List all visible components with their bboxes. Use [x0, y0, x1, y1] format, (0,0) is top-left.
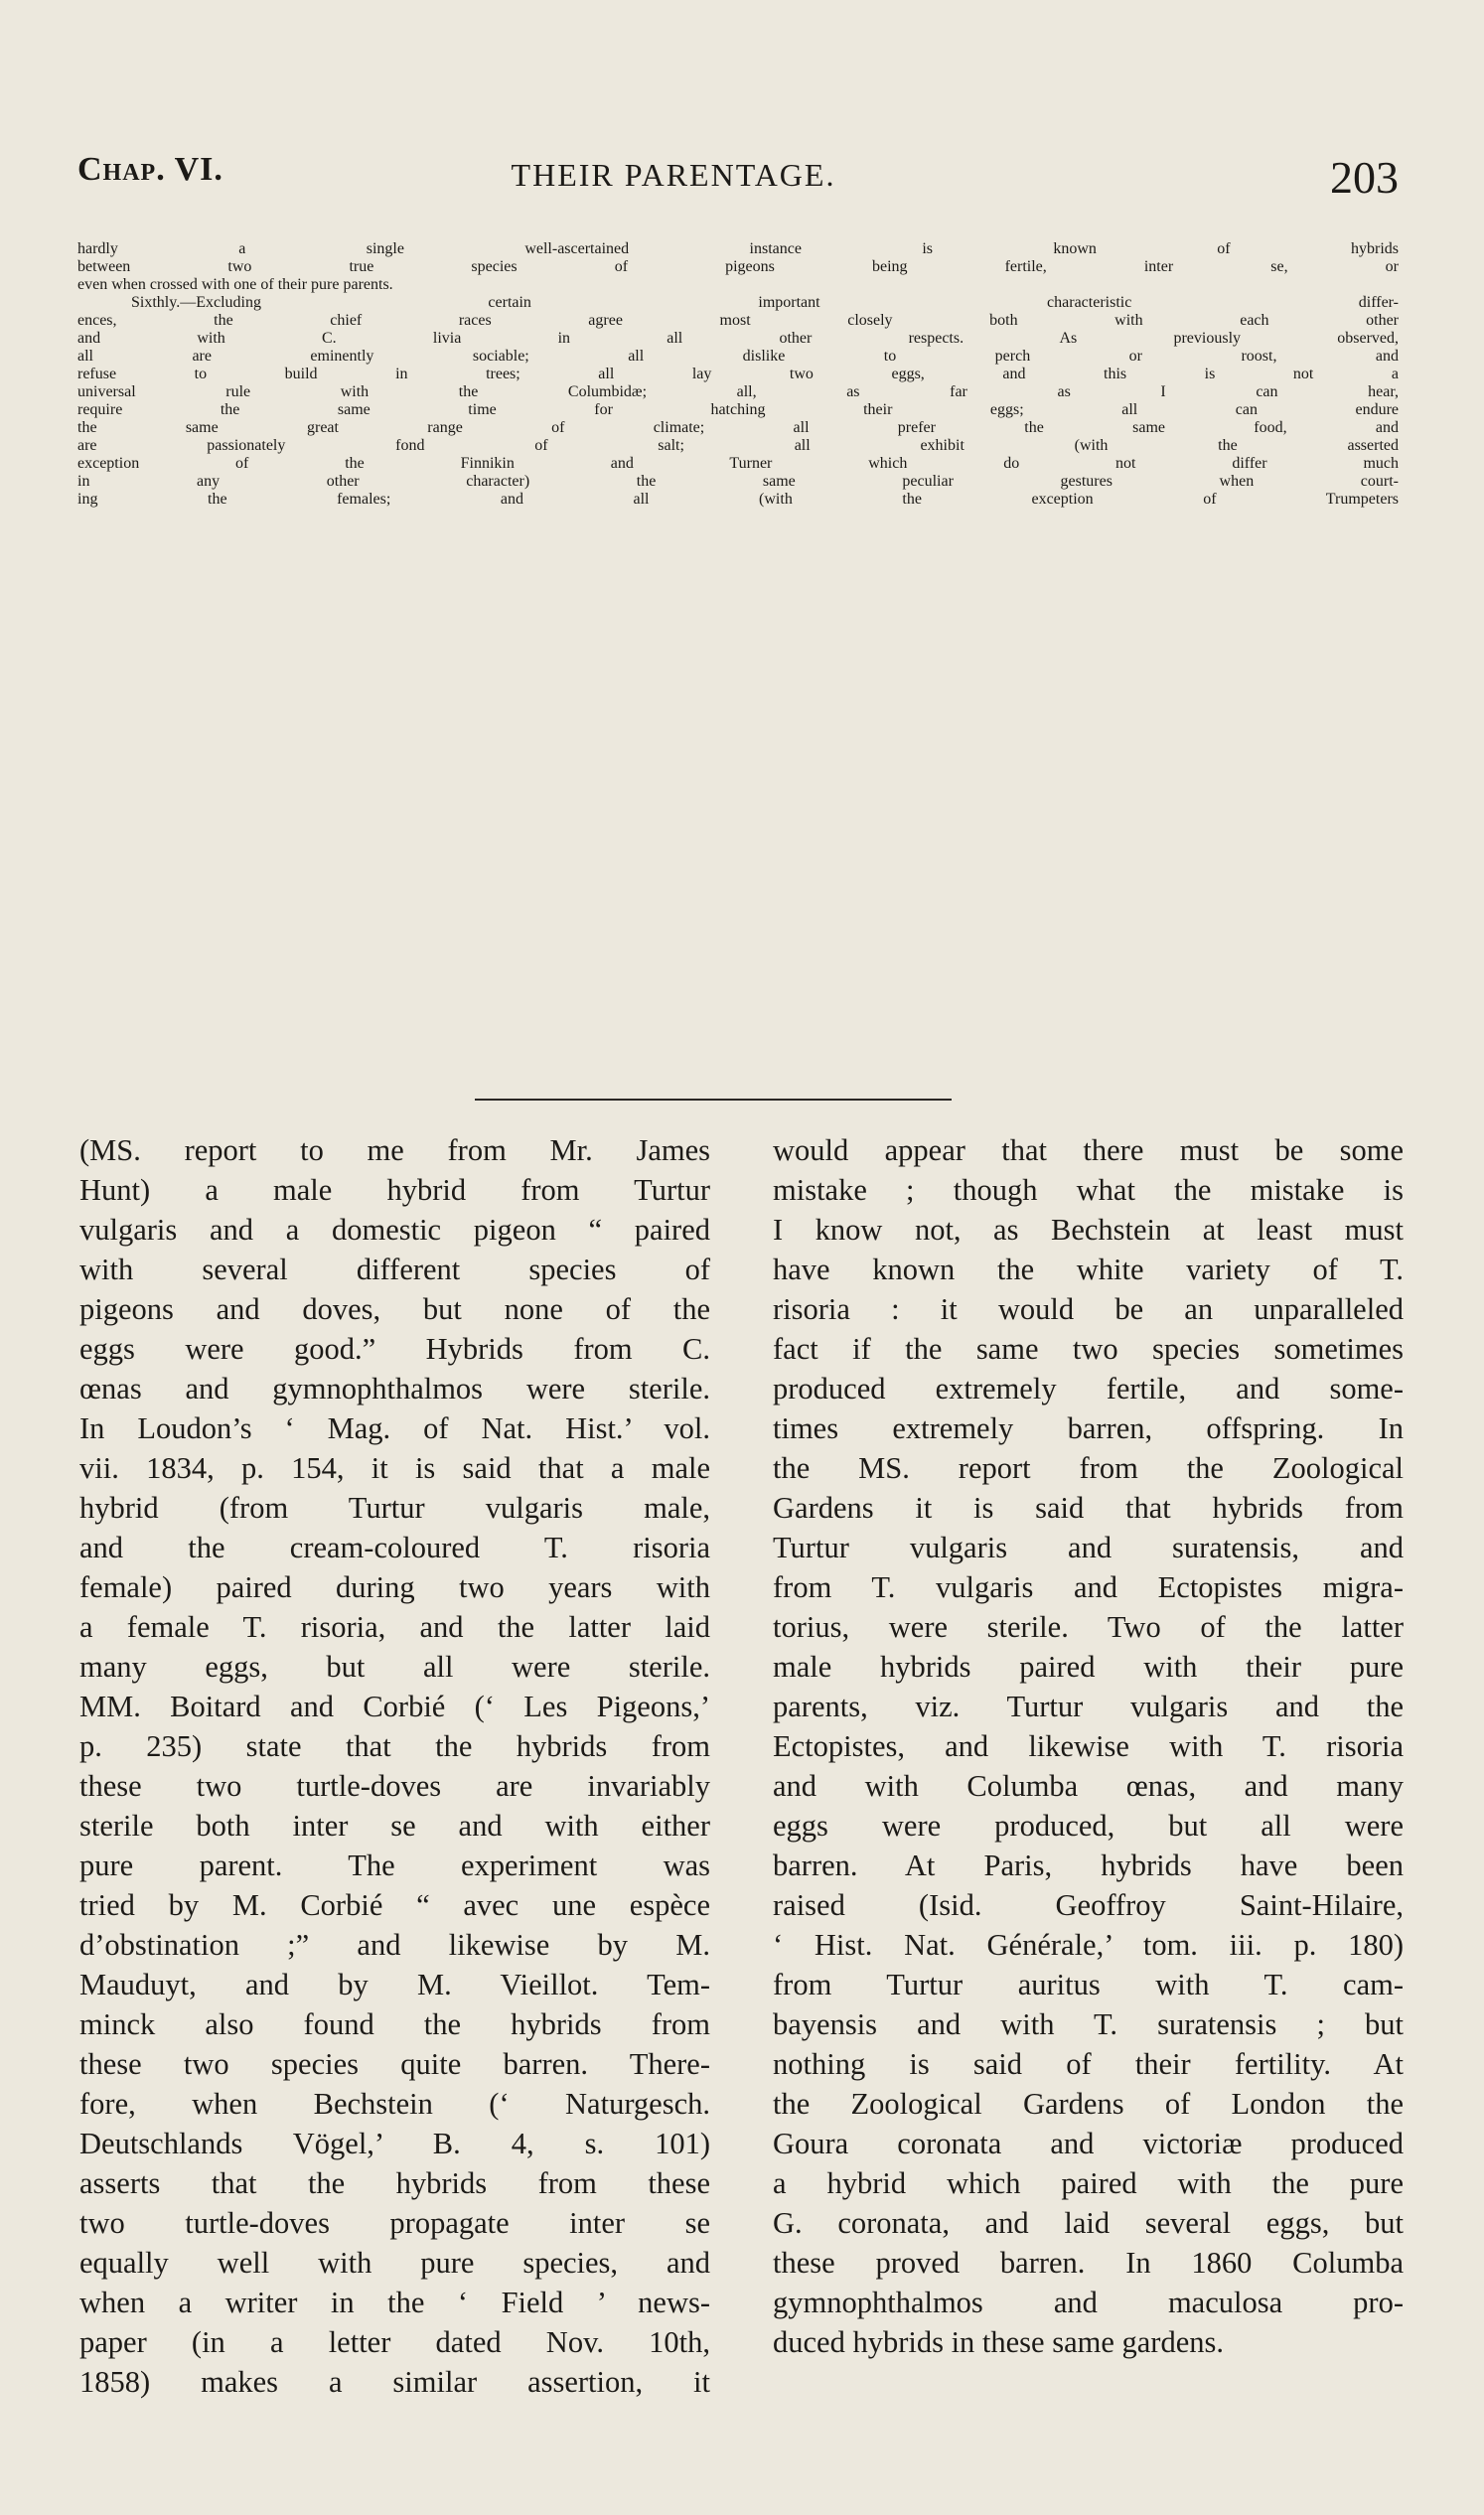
footnote-line: gymnophthalmos and maculosa pro-: [773, 2286, 1404, 2319]
page-header: [77, 151, 1399, 211]
footnote-line: tried by M. Corbié “ avec une espèce: [79, 1888, 710, 1922]
footnote-column-right: [773, 1130, 1404, 2362]
footnote-line: barren. At Paris, hybrids have been: [773, 1849, 1404, 1882]
footnote-line: fact if the same two species sometimes: [773, 1332, 1404, 1366]
footnote-line: when a writer in the ‘ Field ’ news-: [79, 2286, 710, 2319]
main-line: exception of the Finnikin and Turner which do not differ much: [77, 455, 1399, 472]
footnote-line: eggs were produced, but all were: [773, 1809, 1404, 1843]
footnote-line: mistake ; though what the mistake is: [773, 1173, 1404, 1207]
footnote-line: Turtur vulgaris and suratensis, and: [773, 1531, 1404, 1564]
main-line: between two true species of pigeons being fertile, inter se, or: [77, 258, 1399, 275]
footnote-line: minck also found the hybrids from: [79, 2007, 710, 2041]
footnote-line: pigeons and doves, but none of the: [79, 1292, 710, 1326]
footnote-line: Goura coronata and victoriæ produced: [773, 2127, 1404, 2160]
footnote-line: and with Columba œnas, and many: [773, 1769, 1404, 1803]
footnote-line: hybrid (from Turtur vulgaris male,: [79, 1491, 710, 1525]
main-line: the same great range of climate; all prefer the same food, and: [77, 419, 1399, 436]
footnote-line: bayensis and with T. suratensis ; but: [773, 2007, 1404, 2041]
footnote-line: duced hybrids in these same gardens.: [773, 2325, 1224, 2359]
footnote-line: times extremely barren, offspring. In: [773, 1411, 1404, 1445]
footnote-line: have known the white variety of T.: [773, 1253, 1404, 1286]
footnote-line: parents, viz. Turtur vulgaris and the: [773, 1690, 1404, 1723]
footnote-line: the MS. report from the Zoological: [773, 1451, 1404, 1485]
footnote-line: with several different species of: [79, 1253, 710, 1286]
footnote-column-left: [79, 1130, 710, 2402]
main-line: universal rule with the Columbidæ; all, as far as I can hear,: [77, 383, 1399, 400]
footnote-line: vii. 1834, p. 154, it is said that a male: [79, 1451, 710, 1485]
footnote-line: risoria : it would be an unparalleled: [773, 1292, 1404, 1326]
footnote-line: MM. Boitard and Corbié (‘ Les Pigeons,’: [79, 1690, 710, 1723]
footnote-line: I know not, as Bechstein at least must: [773, 1213, 1404, 1247]
running-title: THEIR PARENTAGE.: [511, 157, 836, 193]
footnote-line: Gardens it is said that hybrids from: [773, 1491, 1404, 1525]
footnote-divider: [475, 1099, 952, 1101]
footnote-line: Ectopistes, and likewise with T. risoria: [773, 1729, 1404, 1763]
footnote-line: In Loudon’s ‘ Mag. of Nat. Hist.’ vol.: [79, 1411, 710, 1445]
footnote-line: a female T. risoria, and the latter laid: [79, 1610, 710, 1644]
footnote-line: and the cream-coloured T. risoria: [79, 1531, 710, 1564]
footnote-line: fore, when Bechstein (‘ Naturgesch.: [79, 2087, 710, 2121]
footnote-line: would appear that there must be some: [773, 1133, 1404, 1167]
footnote-line: paper (in a letter dated Nov. 10th,: [79, 2325, 710, 2359]
footnote-line: sterile both inter se and with either: [79, 1809, 710, 1843]
main-text: [77, 240, 1399, 509]
footnote-line: from T. vulgaris and Ectopistes migra-: [773, 1570, 1404, 1604]
footnote-line: 1858) makes a similar assertion, it: [79, 2365, 710, 2399]
footnote-line: these two turtle-doves are invariably: [79, 1769, 710, 1803]
footnote-line: nothing is said of their fertility. At: [773, 2047, 1404, 2081]
footnote-line: from Turtur auritus with T. cam-: [773, 1968, 1404, 2001]
footnote-line: (MS. report to me from Mr. James: [79, 1133, 710, 1167]
footnote-line: pure parent. The experiment was: [79, 1849, 710, 1882]
footnote-line: vulgaris and a domestic pigeon “ paired: [79, 1213, 710, 1247]
footnote-line: p. 235) state that the hybrids from: [79, 1729, 710, 1763]
footnote-line: eggs were good.” Hybrids from C.: [79, 1332, 710, 1366]
footnote-line: Mauduyt, and by M. Vieillot. Tem-: [79, 1968, 710, 2001]
footnote-line: male hybrids paired with their pure: [773, 1650, 1404, 1684]
footnote-line: two turtle-doves propagate inter se: [79, 2206, 710, 2240]
footnote-line: d’obstination ;” and likewise by M.: [79, 1928, 710, 1962]
main-line: and with C. livia in all other respects. As previously observed,: [77, 330, 1399, 347]
footnote-line: G. coronata, and laid several eggs, but: [773, 2206, 1404, 2240]
main-line: refuse to build in trees; all lay two eggs, and this is not a: [77, 366, 1399, 382]
footnote-line: many eggs, but all were sterile.: [79, 1650, 710, 1684]
main-line: all are eminently sociable; all dislike to perch or roost, and: [77, 348, 1399, 365]
main-line: ing the females; and all (with the exception of Trumpeters: [77, 491, 1399, 508]
main-line: ences, the chief races agree most closely both with each other: [77, 312, 1399, 329]
footnote-line: Deutschlands Vögel,’ B. 4, s. 101): [79, 2127, 710, 2160]
footnote-line: ‘ Hist. Nat. Générale,’ tom. iii. p. 180): [773, 1928, 1404, 1962]
chapter-label: Chap. VI.: [77, 151, 223, 188]
footnote-line: these proved barren. In 1860 Columba: [773, 2246, 1404, 2280]
footnote-line: Hunt) a male hybrid from Turtur: [79, 1173, 710, 1207]
footnote-line: the Zoological Gardens of London the: [773, 2087, 1404, 2121]
footnote-line: a hybrid which paired with the pure: [773, 2166, 1404, 2200]
main-line: require the same time for hatching their eggs; all can endure: [77, 401, 1399, 418]
footnote-line: asserts that the hybrids from these: [79, 2166, 710, 2200]
footnote-line: raised (Isid. Geoffroy Saint-Hilaire,: [773, 1888, 1404, 1922]
footnote-line: equally well with pure species, and: [79, 2246, 710, 2280]
footnote-line: these two species quite barren. There-: [79, 2047, 710, 2081]
footnote-line: produced extremely fertile, and some-: [773, 1372, 1404, 1405]
main-line: even when crossed with one of their pure parents.: [77, 276, 393, 293]
page-number: 203: [1330, 152, 1399, 203]
main-line: in any other character) the same peculiar gestures when court-: [77, 473, 1399, 490]
main-line: Sixthly.—Excluding certain important characteristic differ-: [131, 294, 1399, 311]
footnote-line: œnas and gymnophthalmos were sterile.: [79, 1372, 710, 1405]
footnote-line: torius, were sterile. Two of the latter: [773, 1610, 1404, 1644]
main-line: hardly a single well-ascertained instance is known of hybrids: [77, 240, 1399, 257]
footnote-line: female) paired during two years with: [79, 1570, 710, 1604]
main-line: are passionately fond of salt; all exhibit (with the asserted: [77, 437, 1399, 454]
